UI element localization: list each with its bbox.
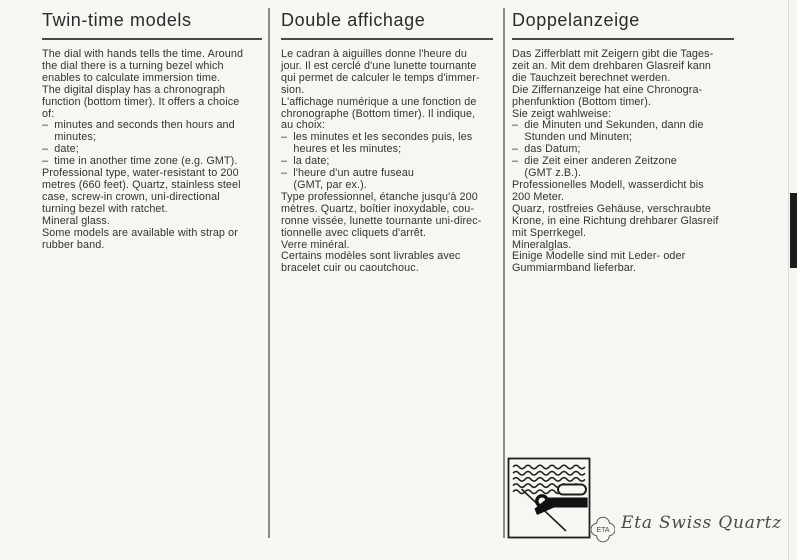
text-line: Le cadran à aiguilles donne l'heure du: [281, 48, 467, 60]
text-line: Gummiarmband lieferbar.: [512, 262, 637, 275]
text-line: jour. Il est cerclé d'une lunette tournante: [281, 59, 477, 72]
text-line: – die Minuten und Sekunden, dann die: [512, 119, 704, 132]
text-line: Das Zifferblatt mit Zeigern gibt die Tages-: [512, 48, 714, 60]
text-line: – das Datum;: [512, 143, 581, 156]
column-body-english: [42, 49, 262, 251]
text-line: Quarz, rostfreies Gehäuse, verschraubte: [512, 202, 711, 215]
diver-body: [535, 498, 588, 516]
column-divider: [268, 8, 270, 538]
text-line: – time in another time zone (e.g. GMT).: [42, 155, 238, 168]
text-line: bracelet cuir ou caoutchouc.: [281, 262, 419, 275]
text-line: zeit an. Mit dem drehbaren Glasreif kann: [512, 59, 712, 72]
text-line: Some models are available with strap or: [42, 226, 238, 239]
text-line: die Tauchzeit berechnet werden.: [512, 71, 671, 84]
text-line: chronographe (Bottom timer). Il indique,: [281, 107, 476, 120]
text-line: The digital display has a chronograph: [42, 83, 226, 96]
text-line: Krone, in eine Richtung drehbarer Glasreif: [512, 214, 719, 227]
text-line: – l'heure d'un autre fuseau: [281, 167, 414, 180]
column-french: [281, 10, 493, 275]
text-line: Sie zeigt wahlweise:: [512, 107, 612, 120]
text-line: Professionelles Modell, wasserdicht bis: [512, 178, 704, 191]
title-rule: [281, 38, 493, 40]
text-line: minutes;: [42, 131, 97, 144]
text-line: – minutes and seconds then hours and: [42, 119, 235, 132]
text-line: phenfunktion (Bottom timer).: [512, 95, 652, 108]
text-line: rubber band.: [42, 238, 105, 251]
text-line: – die Zeit einer anderen Zeitzone: [512, 155, 677, 168]
diver-pictogram-icon: [507, 457, 591, 544]
brand-signature: Eta Swiss Quartz: [621, 513, 783, 533]
text-line: – les minutes et les secondes puis, les: [281, 131, 473, 144]
text-line: (GMT, par ex.).: [281, 178, 367, 191]
text-line: au choix:: [281, 119, 326, 132]
thumb-index-tab: [790, 193, 797, 268]
text-line: – date;: [42, 143, 79, 156]
eta-emblem-icon: [591, 516, 615, 548]
text-line: heures et les minutes;: [281, 143, 402, 156]
column-title-french: Double affichage: [281, 10, 426, 30]
text-line: Certains modèles sont livrables avec: [281, 250, 461, 263]
text-line: the dial there is a turning bezel which: [42, 59, 224, 72]
text-line: qui permet de calculer le temps d'immer-: [281, 71, 480, 84]
page-edge: [788, 0, 789, 560]
tank-shape: [558, 485, 586, 495]
column-body-german: [512, 49, 734, 275]
text-line: Mineral glass.: [42, 214, 111, 227]
text-line: case, screw-in crown, uni-directional: [42, 190, 220, 203]
text-line: metres (660 feet). Quartz, stainless steel: [42, 178, 241, 191]
text-line: Die Ziffernanzeige hat eine Chronogra-: [512, 83, 703, 96]
text-line: – la date;: [281, 155, 330, 168]
text-line: turning bezel with ratchet.: [42, 202, 168, 215]
text-line: mètres. Quartz, boîtier inoxydable, cou-: [281, 202, 475, 215]
column-title-english: Twin-time models: [42, 10, 192, 30]
text-line: (GMT z.B.).: [512, 167, 582, 180]
text-line: 200 Meter.: [512, 190, 565, 203]
text-line: function (bottom timer). It offers a choice: [42, 95, 240, 108]
text-line: of:: [42, 107, 55, 120]
title-rule: [42, 38, 262, 40]
text-line: Stunden und Minuten;: [512, 131, 633, 144]
text-line: ronne vissée, lunette tournante uni-direc-: [281, 214, 482, 227]
text-line: Type professionnel, étanche jusqu'à 200: [281, 190, 478, 203]
column-english: [42, 10, 262, 251]
text-line: tionnelle avec cliquets d'arrêt.: [281, 226, 427, 239]
column-title-german: Doppelanzeige: [512, 10, 640, 30]
text-line: sion.: [281, 83, 305, 96]
text-line: Verre minéral.: [281, 238, 350, 251]
text-line: Mineralglas.: [512, 238, 572, 251]
title-rule: [512, 38, 734, 40]
text-line: Einige Modelle sind mit Leder- oder: [512, 250, 686, 263]
text-line: The dial with hands tells the time. Around: [42, 48, 244, 60]
text-line: mit Sperrkegel.: [512, 226, 587, 239]
text-line: Professional type, water-resistant to 200: [42, 167, 239, 180]
column-divider: [503, 8, 505, 538]
column-german: [512, 10, 734, 275]
eta-emblem-text: ETA: [596, 527, 610, 534]
column-body-french: [281, 49, 493, 275]
text-line: enables to calculate immersion time.: [42, 71, 221, 84]
text-line: L'affichage numérique a une fonction de: [281, 95, 477, 108]
